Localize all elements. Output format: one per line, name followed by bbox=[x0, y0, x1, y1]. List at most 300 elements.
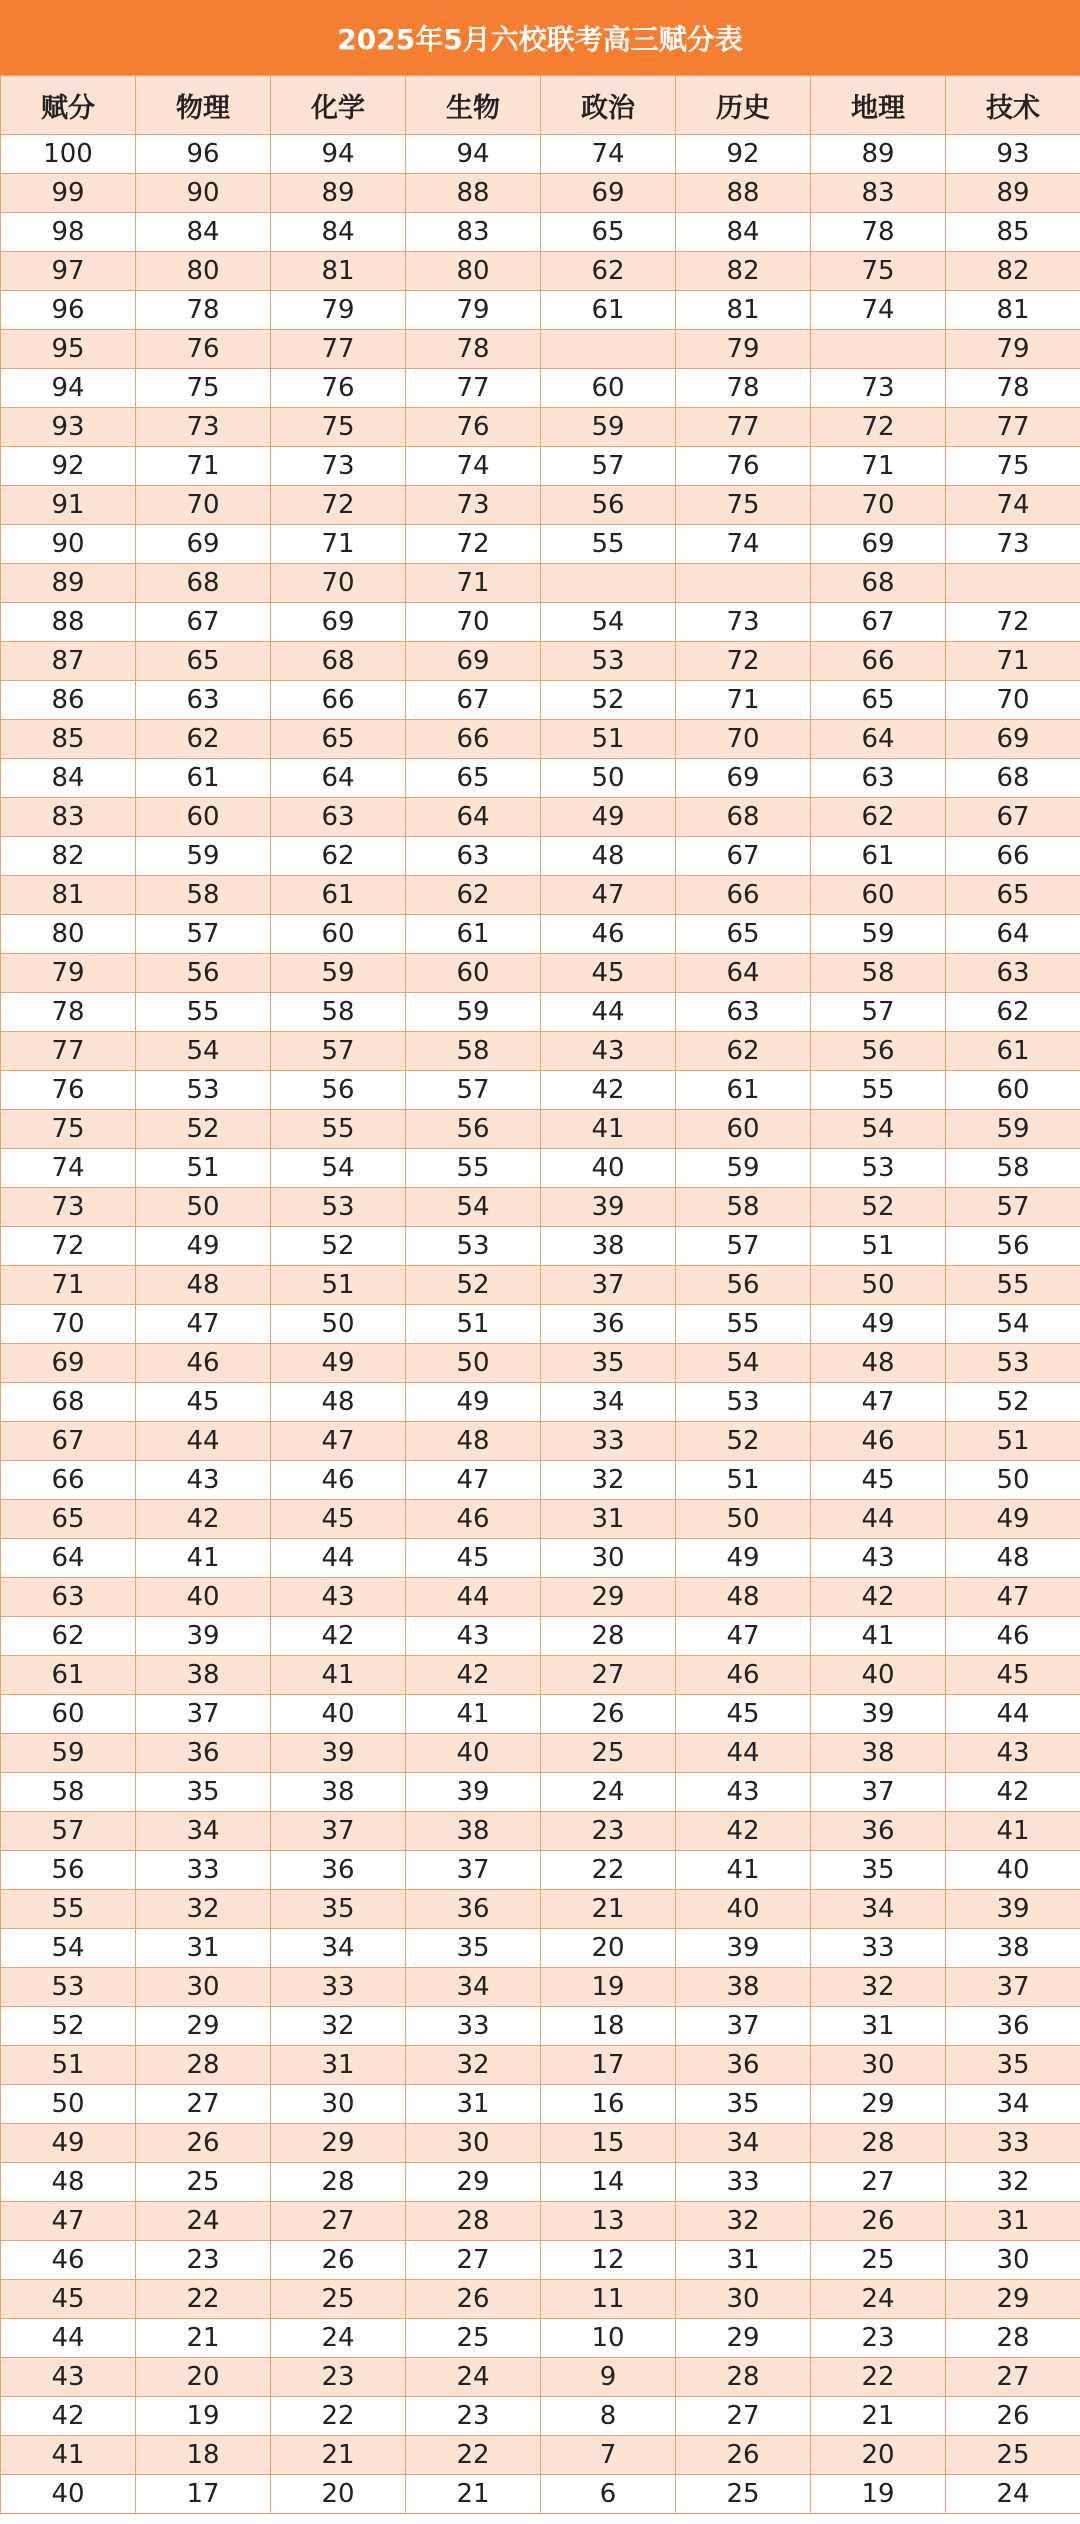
raw-score-cell: 48 bbox=[946, 1539, 1080, 1578]
raw-score-cell: 54 bbox=[541, 603, 676, 642]
table-row bbox=[1, 1734, 1080, 1773]
raw-score-cell: 89 bbox=[946, 174, 1080, 213]
table-row bbox=[1, 954, 1080, 993]
raw-score-cell: 20 bbox=[271, 2475, 406, 2514]
assigned-score-cell: 93 bbox=[1, 408, 136, 447]
raw-score-cell: 41 bbox=[271, 1656, 406, 1695]
score-conversion-table bbox=[0, 75, 1080, 2514]
raw-score-cell: 62 bbox=[676, 1032, 811, 1071]
raw-score-cell: 55 bbox=[676, 1305, 811, 1344]
raw-score-cell: 55 bbox=[406, 1149, 541, 1188]
assigned-score-cell: 42 bbox=[1, 2397, 136, 2436]
raw-score-cell: 68 bbox=[946, 759, 1080, 798]
raw-score-cell: 28 bbox=[541, 1617, 676, 1656]
raw-score-cell: 30 bbox=[946, 2241, 1080, 2280]
assigned-score-cell: 79 bbox=[1, 954, 136, 993]
raw-score-cell: 72 bbox=[946, 603, 1080, 642]
raw-score-cell: 66 bbox=[676, 876, 811, 915]
raw-score-cell: 68 bbox=[136, 564, 271, 603]
table-row bbox=[1, 2280, 1080, 2319]
raw-score-cell: 62 bbox=[541, 252, 676, 291]
raw-score-cell: 57 bbox=[271, 1032, 406, 1071]
raw-score-cell: 44 bbox=[541, 993, 676, 1032]
raw-score-cell: 84 bbox=[676, 213, 811, 252]
table-row bbox=[1, 837, 1080, 876]
table-row bbox=[1, 1851, 1080, 1890]
raw-score-cell: 74 bbox=[541, 135, 676, 174]
column-header: 化学 bbox=[271, 76, 406, 135]
raw-score-cell: 66 bbox=[946, 837, 1080, 876]
raw-score-cell: 33 bbox=[541, 1422, 676, 1461]
raw-score-cell: 38 bbox=[811, 1734, 946, 1773]
raw-score-cell: 71 bbox=[946, 642, 1080, 681]
raw-score-cell: 88 bbox=[676, 174, 811, 213]
raw-score-cell: 58 bbox=[271, 993, 406, 1032]
raw-score-cell: 26 bbox=[406, 2280, 541, 2319]
raw-score-cell: 34 bbox=[811, 1890, 946, 1929]
raw-score-cell: 53 bbox=[541, 642, 676, 681]
raw-score-cell bbox=[676, 564, 811, 603]
raw-score-cell: 45 bbox=[676, 1695, 811, 1734]
raw-score-cell: 62 bbox=[406, 876, 541, 915]
raw-score-cell: 52 bbox=[406, 1266, 541, 1305]
raw-score-cell: 19 bbox=[811, 2475, 946, 2514]
assigned-score-cell: 84 bbox=[1, 759, 136, 798]
raw-score-cell: 35 bbox=[676, 2085, 811, 2124]
table-row bbox=[1, 525, 1080, 564]
raw-score-cell: 27 bbox=[811, 2163, 946, 2202]
raw-score-cell: 48 bbox=[271, 1383, 406, 1422]
raw-score-cell: 42 bbox=[676, 1812, 811, 1851]
table-row bbox=[1, 1149, 1080, 1188]
assigned-score-cell: 83 bbox=[1, 798, 136, 837]
raw-score-cell: 24 bbox=[136, 2202, 271, 2241]
raw-score-cell: 37 bbox=[946, 1968, 1080, 2007]
raw-score-cell: 30 bbox=[541, 1539, 676, 1578]
raw-score-cell: 16 bbox=[541, 2085, 676, 2124]
raw-score-cell: 73 bbox=[406, 486, 541, 525]
table-row bbox=[1, 2007, 1080, 2046]
raw-score-cell: 31 bbox=[946, 2202, 1080, 2241]
raw-score-cell: 63 bbox=[406, 837, 541, 876]
assigned-score-cell: 47 bbox=[1, 2202, 136, 2241]
raw-score-cell: 78 bbox=[946, 369, 1080, 408]
raw-score-cell: 76 bbox=[676, 447, 811, 486]
raw-score-cell: 47 bbox=[811, 1383, 946, 1422]
assigned-score-cell: 46 bbox=[1, 2241, 136, 2280]
raw-score-cell: 45 bbox=[406, 1539, 541, 1578]
raw-score-cell: 30 bbox=[271, 2085, 406, 2124]
raw-score-cell: 64 bbox=[271, 759, 406, 798]
raw-score-cell: 52 bbox=[946, 1383, 1080, 1422]
raw-score-cell: 33 bbox=[271, 1968, 406, 2007]
raw-score-cell: 21 bbox=[136, 2319, 271, 2358]
raw-score-cell: 56 bbox=[136, 954, 271, 993]
raw-score-cell: 59 bbox=[541, 408, 676, 447]
raw-score-cell: 43 bbox=[811, 1539, 946, 1578]
raw-score-cell: 74 bbox=[811, 291, 946, 330]
raw-score-cell: 51 bbox=[406, 1305, 541, 1344]
raw-score-cell: 64 bbox=[811, 720, 946, 759]
assigned-score-cell: 64 bbox=[1, 1539, 136, 1578]
raw-score-cell: 24 bbox=[271, 2319, 406, 2358]
table-row bbox=[1, 447, 1080, 486]
raw-score-cell: 54 bbox=[136, 1032, 271, 1071]
raw-score-cell: 73 bbox=[271, 447, 406, 486]
raw-score-cell: 17 bbox=[136, 2475, 271, 2514]
raw-score-cell: 70 bbox=[271, 564, 406, 603]
raw-score-cell: 33 bbox=[406, 2007, 541, 2046]
table-header bbox=[1, 76, 1080, 135]
assigned-score-cell: 58 bbox=[1, 1773, 136, 1812]
page-title: 2025年5月六校联考高三赋分表 bbox=[0, 0, 1080, 75]
raw-score-cell: 75 bbox=[271, 408, 406, 447]
raw-score-cell: 56 bbox=[676, 1266, 811, 1305]
assigned-score-cell: 77 bbox=[1, 1032, 136, 1071]
table-row bbox=[1, 330, 1080, 369]
raw-score-cell: 71 bbox=[811, 447, 946, 486]
assigned-score-cell: 65 bbox=[1, 1500, 136, 1539]
assigned-score-cell: 87 bbox=[1, 642, 136, 681]
column-header: 技术 bbox=[946, 76, 1080, 135]
raw-score-cell: 34 bbox=[271, 1929, 406, 1968]
raw-score-cell bbox=[811, 330, 946, 369]
raw-score-cell: 75 bbox=[946, 447, 1080, 486]
raw-score-cell: 52 bbox=[676, 1422, 811, 1461]
raw-score-cell: 49 bbox=[946, 1500, 1080, 1539]
raw-score-cell: 59 bbox=[406, 993, 541, 1032]
raw-score-cell: 60 bbox=[676, 1110, 811, 1149]
raw-score-cell: 20 bbox=[541, 1929, 676, 1968]
raw-score-cell: 33 bbox=[946, 2124, 1080, 2163]
raw-score-cell: 29 bbox=[136, 2007, 271, 2046]
raw-score-cell: 64 bbox=[676, 954, 811, 993]
raw-score-cell: 29 bbox=[541, 1578, 676, 1617]
raw-score-cell: 53 bbox=[271, 1188, 406, 1227]
assigned-score-cell: 43 bbox=[1, 2358, 136, 2397]
column-header: 赋分 bbox=[1, 76, 136, 135]
raw-score-cell: 94 bbox=[406, 135, 541, 174]
raw-score-cell: 73 bbox=[136, 408, 271, 447]
raw-score-cell: 22 bbox=[271, 2397, 406, 2436]
raw-score-cell: 46 bbox=[271, 1461, 406, 1500]
raw-score-cell: 28 bbox=[676, 2358, 811, 2397]
raw-score-cell: 81 bbox=[271, 252, 406, 291]
raw-score-cell: 59 bbox=[946, 1110, 1080, 1149]
raw-score-cell: 50 bbox=[811, 1266, 946, 1305]
table-row bbox=[1, 1656, 1080, 1695]
raw-score-cell: 27 bbox=[136, 2085, 271, 2124]
raw-score-cell: 45 bbox=[946, 1656, 1080, 1695]
raw-score-cell: 74 bbox=[676, 525, 811, 564]
table-row bbox=[1, 1812, 1080, 1851]
raw-score-cell: 47 bbox=[946, 1578, 1080, 1617]
raw-score-cell: 27 bbox=[406, 2241, 541, 2280]
raw-score-cell: 60 bbox=[946, 1071, 1080, 1110]
assigned-score-cell: 66 bbox=[1, 1461, 136, 1500]
raw-score-cell: 75 bbox=[811, 252, 946, 291]
raw-score-cell: 47 bbox=[136, 1305, 271, 1344]
raw-score-cell: 17 bbox=[541, 2046, 676, 2085]
assigned-score-cell: 67 bbox=[1, 1422, 136, 1461]
raw-score-cell bbox=[946, 564, 1080, 603]
raw-score-cell: 77 bbox=[406, 369, 541, 408]
raw-score-cell: 32 bbox=[946, 2163, 1080, 2202]
raw-score-cell: 28 bbox=[946, 2319, 1080, 2358]
raw-score-cell: 61 bbox=[406, 915, 541, 954]
column-header: 地理 bbox=[811, 76, 946, 135]
assigned-score-cell: 100 bbox=[1, 135, 136, 174]
raw-score-cell: 24 bbox=[946, 2475, 1080, 2514]
raw-score-cell: 43 bbox=[541, 1032, 676, 1071]
raw-score-cell: 65 bbox=[811, 681, 946, 720]
column-header: 政治 bbox=[541, 76, 676, 135]
raw-score-cell: 65 bbox=[406, 759, 541, 798]
raw-score-cell: 56 bbox=[811, 1032, 946, 1071]
raw-score-cell: 28 bbox=[136, 2046, 271, 2085]
assigned-score-cell: 98 bbox=[1, 213, 136, 252]
raw-score-cell: 72 bbox=[406, 525, 541, 564]
assigned-score-cell: 97 bbox=[1, 252, 136, 291]
raw-score-cell: 22 bbox=[406, 2436, 541, 2475]
table-row bbox=[1, 2436, 1080, 2475]
raw-score-cell: 53 bbox=[946, 1344, 1080, 1383]
assigned-score-cell: 86 bbox=[1, 681, 136, 720]
assigned-score-cell: 57 bbox=[1, 1812, 136, 1851]
raw-score-cell: 27 bbox=[271, 2202, 406, 2241]
raw-score-cell: 41 bbox=[811, 1617, 946, 1656]
column-header: 历史 bbox=[676, 76, 811, 135]
raw-score-cell: 12 bbox=[541, 2241, 676, 2280]
raw-score-cell bbox=[541, 330, 676, 369]
raw-score-cell: 57 bbox=[811, 993, 946, 1032]
raw-score-cell: 37 bbox=[676, 2007, 811, 2046]
raw-score-cell: 40 bbox=[406, 1734, 541, 1773]
table-row bbox=[1, 369, 1080, 408]
raw-score-cell: 72 bbox=[676, 642, 811, 681]
assigned-score-cell: 51 bbox=[1, 2046, 136, 2085]
table-row bbox=[1, 642, 1080, 681]
raw-score-cell: 50 bbox=[271, 1305, 406, 1344]
raw-score-cell: 35 bbox=[271, 1890, 406, 1929]
column-header: 物理 bbox=[136, 76, 271, 135]
assigned-score-cell: 92 bbox=[1, 447, 136, 486]
assigned-score-cell: 85 bbox=[1, 720, 136, 759]
table-row bbox=[1, 1578, 1080, 1617]
assigned-score-cell: 40 bbox=[1, 2475, 136, 2514]
raw-score-cell: 31 bbox=[676, 2241, 811, 2280]
raw-score-cell: 71 bbox=[406, 564, 541, 603]
raw-score-cell: 61 bbox=[136, 759, 271, 798]
raw-score-cell: 24 bbox=[406, 2358, 541, 2397]
raw-score-cell: 67 bbox=[946, 798, 1080, 837]
raw-score-cell: 36 bbox=[271, 1851, 406, 1890]
raw-score-cell: 40 bbox=[136, 1578, 271, 1617]
assigned-score-cell: 56 bbox=[1, 1851, 136, 1890]
raw-score-cell: 47 bbox=[676, 1617, 811, 1656]
assigned-score-cell: 91 bbox=[1, 486, 136, 525]
raw-score-cell: 26 bbox=[811, 2202, 946, 2241]
raw-score-cell: 23 bbox=[271, 2358, 406, 2397]
table-row bbox=[1, 2397, 1080, 2436]
raw-score-cell: 41 bbox=[676, 1851, 811, 1890]
raw-score-cell: 25 bbox=[676, 2475, 811, 2514]
raw-score-cell: 61 bbox=[811, 837, 946, 876]
raw-score-cell: 55 bbox=[541, 525, 676, 564]
raw-score-cell: 44 bbox=[406, 1578, 541, 1617]
raw-score-cell: 50 bbox=[541, 759, 676, 798]
raw-score-cell: 51 bbox=[946, 1422, 1080, 1461]
raw-score-cell: 50 bbox=[676, 1500, 811, 1539]
raw-score-cell: 30 bbox=[676, 2280, 811, 2319]
assigned-score-cell: 52 bbox=[1, 2007, 136, 2046]
raw-score-cell: 52 bbox=[136, 1110, 271, 1149]
raw-score-cell: 65 bbox=[271, 720, 406, 759]
raw-score-cell: 24 bbox=[541, 1773, 676, 1812]
raw-score-cell: 58 bbox=[136, 876, 271, 915]
raw-score-cell: 83 bbox=[406, 213, 541, 252]
table-row bbox=[1, 1188, 1080, 1227]
raw-score-cell: 73 bbox=[946, 525, 1080, 564]
raw-score-cell: 7 bbox=[541, 2436, 676, 2475]
raw-score-cell: 52 bbox=[541, 681, 676, 720]
raw-score-cell: 43 bbox=[406, 1617, 541, 1656]
raw-score-cell: 48 bbox=[811, 1344, 946, 1383]
raw-score-cell: 63 bbox=[676, 993, 811, 1032]
raw-score-cell: 67 bbox=[811, 603, 946, 642]
table-row bbox=[1, 2046, 1080, 2085]
raw-score-cell: 32 bbox=[811, 1968, 946, 2007]
raw-score-cell: 33 bbox=[676, 2163, 811, 2202]
raw-score-cell: 37 bbox=[541, 1266, 676, 1305]
raw-score-cell: 45 bbox=[136, 1383, 271, 1422]
raw-score-cell: 47 bbox=[406, 1461, 541, 1500]
table-row bbox=[1, 1968, 1080, 2007]
raw-score-cell: 39 bbox=[676, 1929, 811, 1968]
raw-score-cell: 42 bbox=[271, 1617, 406, 1656]
raw-score-cell: 25 bbox=[136, 2163, 271, 2202]
table-row bbox=[1, 1773, 1080, 1812]
assigned-score-cell: 78 bbox=[1, 993, 136, 1032]
table-row bbox=[1, 1461, 1080, 1500]
raw-score-cell: 29 bbox=[811, 2085, 946, 2124]
table-row bbox=[1, 291, 1080, 330]
raw-score-cell: 37 bbox=[271, 1812, 406, 1851]
raw-score-cell: 76 bbox=[136, 330, 271, 369]
raw-score-cell: 26 bbox=[946, 2397, 1080, 2436]
raw-score-cell: 43 bbox=[271, 1578, 406, 1617]
raw-score-cell: 81 bbox=[946, 291, 1080, 330]
raw-score-cell: 35 bbox=[541, 1344, 676, 1383]
raw-score-cell: 71 bbox=[271, 525, 406, 564]
raw-score-cell: 28 bbox=[811, 2124, 946, 2163]
header-row bbox=[1, 76, 1080, 135]
raw-score-cell: 36 bbox=[406, 1890, 541, 1929]
raw-score-cell: 34 bbox=[136, 1812, 271, 1851]
raw-score-cell: 88 bbox=[406, 174, 541, 213]
raw-score-cell: 49 bbox=[406, 1383, 541, 1422]
raw-score-cell: 31 bbox=[136, 1929, 271, 1968]
raw-score-cell: 73 bbox=[676, 603, 811, 642]
assigned-score-cell: 54 bbox=[1, 1929, 136, 1968]
raw-score-cell: 75 bbox=[136, 369, 271, 408]
table-row bbox=[1, 1617, 1080, 1656]
raw-score-cell: 62 bbox=[811, 798, 946, 837]
raw-score-cell: 34 bbox=[946, 2085, 1080, 2124]
raw-score-cell: 94 bbox=[271, 135, 406, 174]
table-row bbox=[1, 1422, 1080, 1461]
raw-score-cell: 65 bbox=[676, 915, 811, 954]
assigned-score-cell: 41 bbox=[1, 2436, 136, 2475]
raw-score-cell: 20 bbox=[811, 2436, 946, 2475]
table-row bbox=[1, 603, 1080, 642]
raw-score-cell: 50 bbox=[136, 1188, 271, 1227]
raw-score-cell: 61 bbox=[946, 1032, 1080, 1071]
raw-score-cell: 51 bbox=[541, 720, 676, 759]
raw-score-cell: 80 bbox=[406, 252, 541, 291]
table-row bbox=[1, 1344, 1080, 1383]
table-row bbox=[1, 1071, 1080, 1110]
raw-score-cell: 60 bbox=[271, 915, 406, 954]
raw-score-cell: 57 bbox=[136, 915, 271, 954]
raw-score-cell: 79 bbox=[676, 330, 811, 369]
raw-score-cell: 36 bbox=[136, 1734, 271, 1773]
table-row bbox=[1, 252, 1080, 291]
raw-score-cell: 32 bbox=[406, 2046, 541, 2085]
raw-score-cell: 46 bbox=[541, 915, 676, 954]
table-row bbox=[1, 2358, 1080, 2397]
raw-score-cell: 53 bbox=[811, 1149, 946, 1188]
table-row bbox=[1, 135, 1080, 174]
raw-score-cell: 46 bbox=[406, 1500, 541, 1539]
raw-score-cell: 38 bbox=[271, 1773, 406, 1812]
table-row bbox=[1, 1227, 1080, 1266]
raw-score-cell: 58 bbox=[946, 1149, 1080, 1188]
raw-score-cell: 49 bbox=[811, 1305, 946, 1344]
raw-score-cell: 36 bbox=[676, 2046, 811, 2085]
raw-score-cell: 39 bbox=[946, 1890, 1080, 1929]
table-row bbox=[1, 720, 1080, 759]
raw-score-cell: 27 bbox=[946, 2358, 1080, 2397]
raw-score-cell: 84 bbox=[271, 213, 406, 252]
raw-score-cell: 30 bbox=[811, 2046, 946, 2085]
raw-score-cell: 75 bbox=[676, 486, 811, 525]
raw-score-cell: 42 bbox=[136, 1500, 271, 1539]
raw-score-cell: 63 bbox=[271, 798, 406, 837]
raw-score-cell: 69 bbox=[946, 720, 1080, 759]
raw-score-cell: 32 bbox=[676, 2202, 811, 2241]
raw-score-cell: 27 bbox=[676, 2397, 811, 2436]
raw-score-cell: 69 bbox=[136, 525, 271, 564]
raw-score-cell: 37 bbox=[811, 1773, 946, 1812]
raw-score-cell: 35 bbox=[136, 1773, 271, 1812]
raw-score-cell: 39 bbox=[541, 1188, 676, 1227]
table-row bbox=[1, 681, 1080, 720]
raw-score-cell: 41 bbox=[946, 1812, 1080, 1851]
raw-score-cell: 58 bbox=[811, 954, 946, 993]
assigned-score-cell: 90 bbox=[1, 525, 136, 564]
raw-score-cell: 30 bbox=[406, 2124, 541, 2163]
assigned-score-cell: 95 bbox=[1, 330, 136, 369]
table-row bbox=[1, 2163, 1080, 2202]
assigned-score-cell: 63 bbox=[1, 1578, 136, 1617]
table-row bbox=[1, 1305, 1080, 1344]
table-row bbox=[1, 2085, 1080, 2124]
raw-score-cell: 90 bbox=[136, 174, 271, 213]
raw-score-cell: 39 bbox=[136, 1617, 271, 1656]
raw-score-cell: 25 bbox=[811, 2241, 946, 2280]
raw-score-cell: 84 bbox=[136, 213, 271, 252]
